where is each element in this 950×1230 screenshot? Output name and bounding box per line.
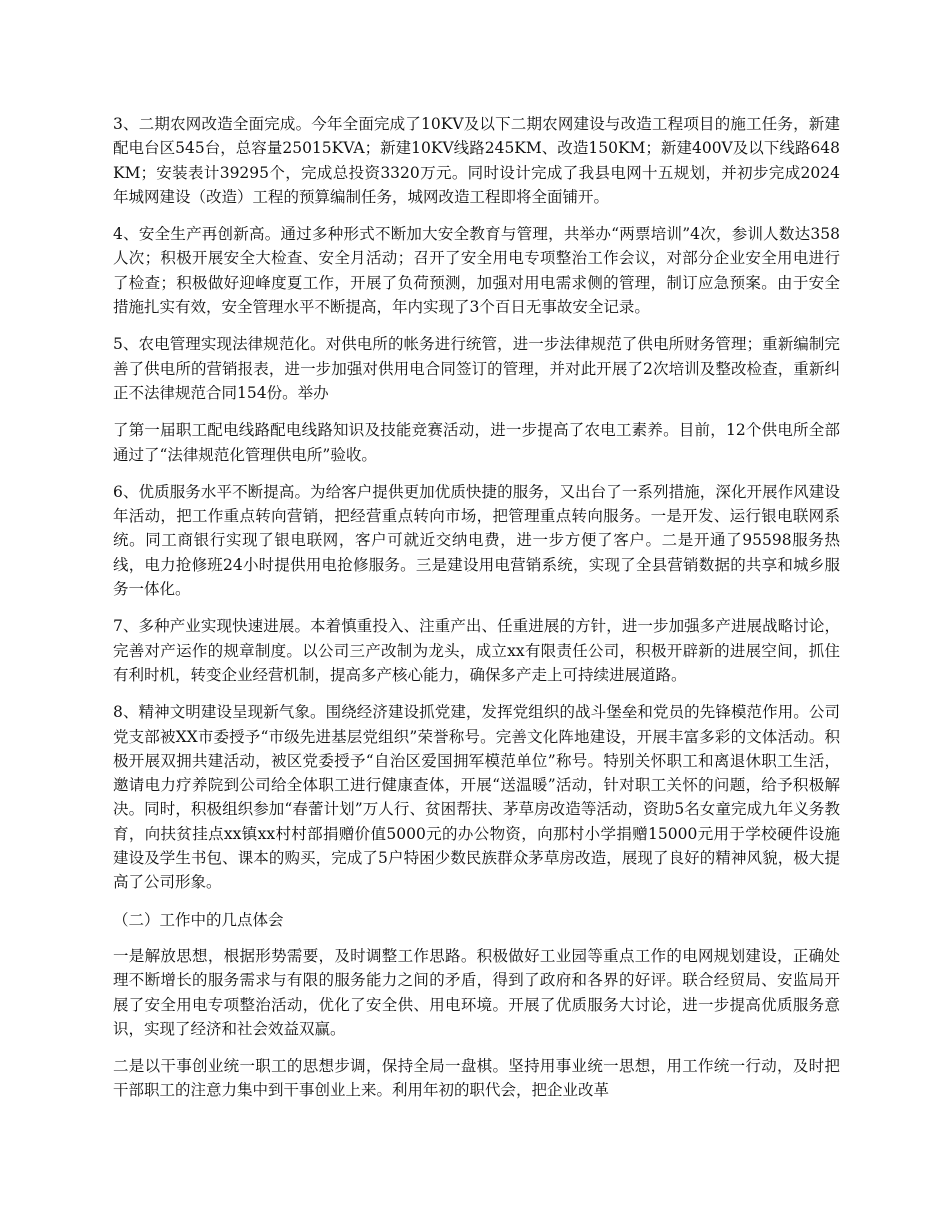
paragraph-emancipate-mind: 一是解放思想，根据形势需要，及时调整工作思路。积极做好工业园等重点工作的电网规划建设，正确处理不断增长的服务需求与有限的服务能力之间的矛盾，得到了政府和各界的好评。联合经贸局、安监局开展了安全用电专项整治活动，优化了安全供、用电环境。开展了优质服务大讨论，进一步提高优质服务意识，实现了经济和社会效益双赢。 (113, 946, 840, 1038)
paragraph-unify-thinking: 二是以干事创业统一职工的思想步调，保持全局一盘棋。坚持用事业统一思想，用工作统一行动，及时把干部职工的注意力集中到干事创业上来。利用年初的职代会，把企业改革 (113, 1057, 840, 1100)
paragraph-quality-service: 6、优质服务水平不断提高。为给客户提供更加优质快捷的服务，又出台了一系列措施，深化开展作风建设年活动，把工作重点转向营销，把经营重点转向市场，把管理重点转向服务。一是开发、运行银电联网系统。同工商银行实现了银电联网，客户可就近交纳电费，进一步方便了客户。二是开通了95598服务热线，电力抢修班24小时提供用电抢修服务。三是建设用电营销系统，实现了全县营销数据的共享和城乡服务一体化。 (113, 482, 840, 599)
paragraph-spiritual-civilization: 8、精神文明建设呈现新气象。围绕经济建设抓党建，发挥党组织的战斗堡垒和党员的先锋模范作用。公司党支部被XX市委授予“市级先进基层党组织”荣誉称号。完善文化阵地建设，开展丰富多彩的文体活动。积极开展双拥共建活动，被区党委授予“自治区爱国拥军模范单位”称号。特别关怀职工和离退休职工生活，邀请电力疗养院到公司给全体职工进行健康查体，开展“送温暖”活动，针对职工关怀的问题，给予积极解决。同时，积极组织参加“春蕾计划”万人行、贫困帮扶、茅草房改造等活动，资助5名女童完成九年义务教育，向扶贫挂点xx镇xx村村部捐赠价值5000元的办公物资，向那村小学捐赠15000元用于学校硬件设施建设及学生书包、课本的购买，完成了5户特困少数民族群众茅草房改造，展现了良好的精神风貌，极大提高了公司形象。 (113, 703, 840, 892)
paragraph-diversified-industry: 7、多种产业实现快速进展。本着慎重投入、注重产出、任重进展的方针，进一步加强多产进展战略讨论，完善对产运作的规章制度。以公司三产改制为龙头，成立xx有限责任公司，积极开辟新的进展空间，抓住有利时机，转变企业经营机制，提高多产核心能力，确保多产走上可持续进展道路。 (113, 617, 840, 684)
paragraph-rural-grid-upgrade: 3、二期农网改造全面完成。今年全面完成了10KV及以下二期农网建设与改造工程项目的施工任务，新建配电台区545台，总容量25015KVA；新建10KV线路245KM、改造150KM；新建400V及以下线路648KM；安装表计39295个，完成总投资3320万元。同时设计完成了我县电网十五规划，并初步完成2024年城网建设（改造）工程的预算编制任务，城网改造工程即将全面铺开。 (113, 115, 840, 206)
paragraph-safety-production: 4、安全生产再创新高。通过多种形式不断加大安全教育与管理，共举办“两票培训”4次，参训人数达358人次；积极开展安全大检查、安全月活动；召开了安全用电专项整治工作会议，对部分企业安全用电进行了检查；积极做好迎峰度夏工作，开展了负荷预测，加强对用电需求侧的管理，制订应急预案。由于安全措施扎实有效，安全管理水平不断提高，年内实现了3个百日无事故安全记录。 (113, 225, 840, 317)
document-page (113, 112, 840, 1116)
section-heading-experiences: （二）工作中的几点体会 (113, 910, 284, 929)
paragraph-rural-power-management: 5、农电管理实现法律规范化。对供电所的帐务进行统管，进一步法律规范了供电所财务管理；重新编制完善了供电所的营销报表，进一步加强对供用电合同签订的管理，并对此开展了2次培训及整改检查，重新纠正不法律规范合同154份。举办 (113, 335, 840, 402)
paragraph-skills-competition: 了第一届职工配电线路配电线路知识及技能竞赛活动，进一步提高了农电工素养。目前，12个供电所全部通过了“法律规范化管理供电所”验收。 (113, 421, 840, 464)
